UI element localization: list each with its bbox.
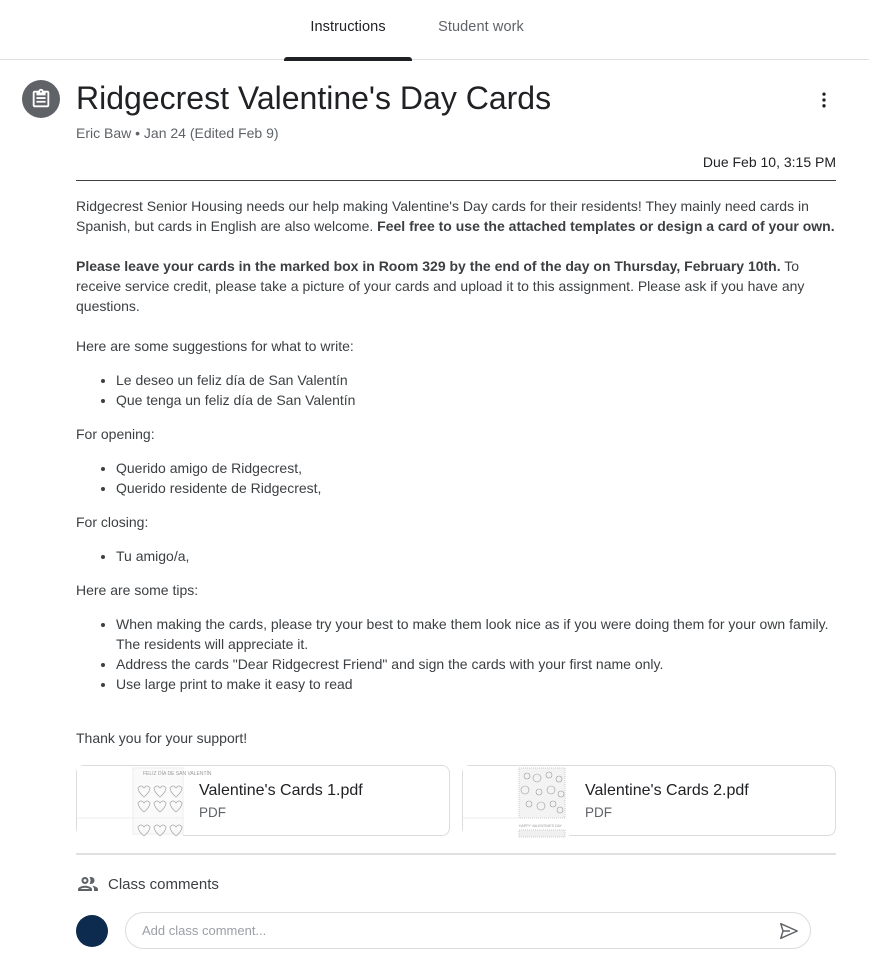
people-icon — [76, 872, 100, 896]
tips-heading: Here are some tips: — [76, 582, 199, 598]
description-bold-text: Please leave your cards in the marked box in Room 329 by the end of the day on Thursday, February 10th. — [76, 258, 781, 274]
tab-bar — [0, 0, 869, 60]
list-item: • When making the cards, please try your best to make them look nice as if you were doing them for your own family. The residents will appreciate it. — [116, 614, 836, 654]
meta-separator: • — [131, 125, 144, 141]
send-icon — [778, 920, 800, 942]
attachment-type: PDF — [585, 805, 612, 820]
list-item: • Tu amigo/a, — [116, 546, 836, 566]
list-item: • Address the cards "Dear Ridgecrest Friend" and sign the cards with your first name only. — [116, 654, 836, 674]
class-comments-label: Class comments — [108, 875, 219, 893]
closing-heading: For closing: — [76, 514, 149, 530]
description-text: To receive service credit, please take a picture of your cards and upload it to this assignment. Please ask if you have any questions. — [76, 258, 805, 314]
more-vert-icon — [814, 90, 834, 110]
send-comment-button[interactable] — [778, 920, 800, 942]
more-options-button[interactable] — [808, 84, 840, 116]
opening-list — [76, 458, 836, 498]
attachment-type: PDF — [199, 805, 226, 820]
list-item: • Use large print to make it easy to read — [116, 674, 836, 694]
description-paragraph-2 — [76, 256, 836, 316]
title-divider — [76, 180, 836, 181]
description-bold-text: Feel free to use the attached templates or design a card of your own. — [377, 218, 835, 234]
class-comments-header — [76, 872, 219, 896]
attachment-thumbnail — [463, 766, 569, 837]
attachment-name: Valentine's Cards 1.pdf — [199, 782, 363, 799]
thanks-text: Thank you for your support! — [76, 730, 248, 746]
attachment-card[interactable] — [462, 765, 836, 836]
comment-box — [125, 912, 811, 949]
tips-list — [76, 614, 836, 694]
list-item: • Querido residente de Ridgecrest, — [116, 478, 836, 498]
author-name: Eric Baw — [76, 125, 132, 141]
assignment-icon — [22, 80, 60, 118]
list-item: • Querido amigo de Ridgecrest, — [116, 458, 836, 478]
list-item: • Le deseo un feliz día de San Valentín — [116, 370, 836, 390]
comments-divider — [76, 853, 836, 855]
posted-date: Jan 24 (Edited Feb 9) — [143, 125, 279, 141]
attachment-name: Valentine's Cards 2.pdf — [585, 782, 749, 799]
suggestions-list — [76, 370, 836, 410]
page-title: Ridgecrest Valentine's Day Cards — [76, 80, 552, 116]
assignment-description — [76, 196, 836, 748]
tab-instructions[interactable]: Instructions — [284, 0, 412, 60]
attachment-thumbnail — [77, 766, 212, 837]
thumbnail-text: HAPPY VALENTINE'S DAY — [519, 824, 562, 828]
description-paragraph-1 — [76, 196, 836, 236]
thumbnail-text: FELIZ DÍA DE SAN VALENTÍN — [143, 771, 212, 777]
class-comment-input[interactable] — [142, 913, 762, 948]
description-text: Ridgecrest Senior Housing needs our help making Valentine's Day cards for their residents! They mainly need cards in Spanish, but cards in English are also welcome. — [76, 198, 809, 234]
list-item: • Que tenga un feliz día de San Valentín — [116, 390, 836, 410]
suggestions-heading: Here are some suggestions for what to write: — [76, 338, 354, 354]
due-date: Due Feb 10, 3:15 PM — [702, 154, 836, 170]
assignment-meta — [76, 125, 279, 141]
closing-list — [76, 546, 836, 566]
opening-heading: For opening: — [76, 426, 155, 442]
tab-student-work[interactable]: Student work — [438, 19, 524, 35]
attachment-card[interactable] — [76, 765, 450, 836]
avatar — [76, 915, 108, 947]
